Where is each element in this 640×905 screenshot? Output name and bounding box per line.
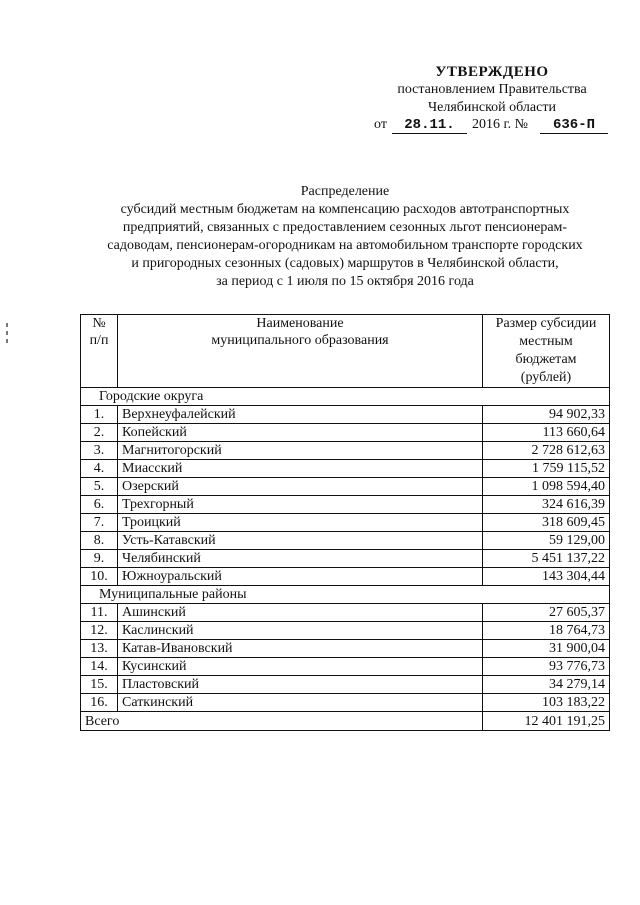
total-row: [81, 712, 610, 731]
title-line: предприятий, связанных с предоставлением сезонных льгот пенсионерам-: [122, 220, 568, 235]
section-row: [81, 586, 610, 604]
approval-number: 636-П: [540, 117, 608, 134]
table-row: 7. Троицкий 318 609,45: [81, 514, 610, 532]
table-row: 15. Пластовский 34 279,14: [81, 676, 610, 694]
table-row: 3. Магнитогорский 2 728 612,63: [81, 442, 610, 460]
subsidy-table: [80, 314, 610, 731]
table-row: 6. Трехгорный 324 616,39: [81, 496, 610, 514]
document-title: [80, 183, 610, 291]
title-line: и пригородных сезонных (садовых) маршрутов в Челябинской области,: [131, 256, 559, 271]
table-row: 2. Копейский 113 660,64: [81, 424, 610, 442]
approval-date-number: [372, 117, 612, 137]
total-label: Всего: [81, 712, 483, 731]
table-row: 11. Ашинский 27 605,37: [81, 604, 610, 622]
margin-mark: [6, 339, 8, 343]
approval-line-2: Челябинской области: [428, 100, 556, 115]
title-line: субсидий местным бюджетам на компенсацию расходов автотранспортных: [120, 202, 570, 217]
table-row: 14. Кусинский 93 776,73: [81, 658, 610, 676]
total-amount: 12 401 191,25: [483, 712, 610, 731]
table-row: 9. Челябинский 5 451 137,22: [81, 550, 610, 568]
section-row: [81, 388, 610, 406]
approval-line-1: постановлением Правительства: [397, 82, 587, 97]
section-label: Городские округа: [81, 388, 610, 406]
approval-block: [372, 64, 612, 137]
table-row: 1. Верхнеуфалейский 94 902,33: [81, 406, 610, 424]
title-line: Распределение: [300, 184, 390, 199]
header-number: № п/п: [81, 315, 118, 388]
approval-heading: УТВЕРЖДЕНО: [435, 64, 549, 80]
header-name: Наименование муниципального образования: [118, 315, 483, 388]
title-line: за период с 1 июля по 15 октября 2016 года: [216, 274, 474, 289]
table-row: 5. Озерский 1 098 594,40: [81, 478, 610, 496]
approval-year: 2016 г. №: [472, 117, 529, 132]
table-row: 10. Южноуральский 143 304,44: [81, 568, 610, 586]
table-row: 4. Миасский 1 759 115,52: [81, 460, 610, 478]
table-row: 12. Каслинский 18 764,73: [81, 622, 610, 640]
margin-mark: [6, 323, 8, 327]
title-line: садоводам, пенсионерам-огородникам на автомобильном транспорте городских: [107, 238, 583, 253]
section-label: Муниципальные районы: [81, 586, 610, 604]
margin-mark: [6, 331, 8, 335]
approval-date: 28.11.: [392, 117, 467, 134]
table-row: 16. Саткинский 103 183,22: [81, 694, 610, 712]
margin-marks: [6, 323, 12, 347]
table-row: 8. Усть-Катавский 59 129,00: [81, 532, 610, 550]
header-amount: Размер субсидии местным бюджетам (рублей): [483, 315, 610, 388]
table-header-row: [81, 315, 610, 388]
from-label: от: [374, 117, 387, 132]
table-row: 13. Катав-Ивановский 31 900,04: [81, 640, 610, 658]
